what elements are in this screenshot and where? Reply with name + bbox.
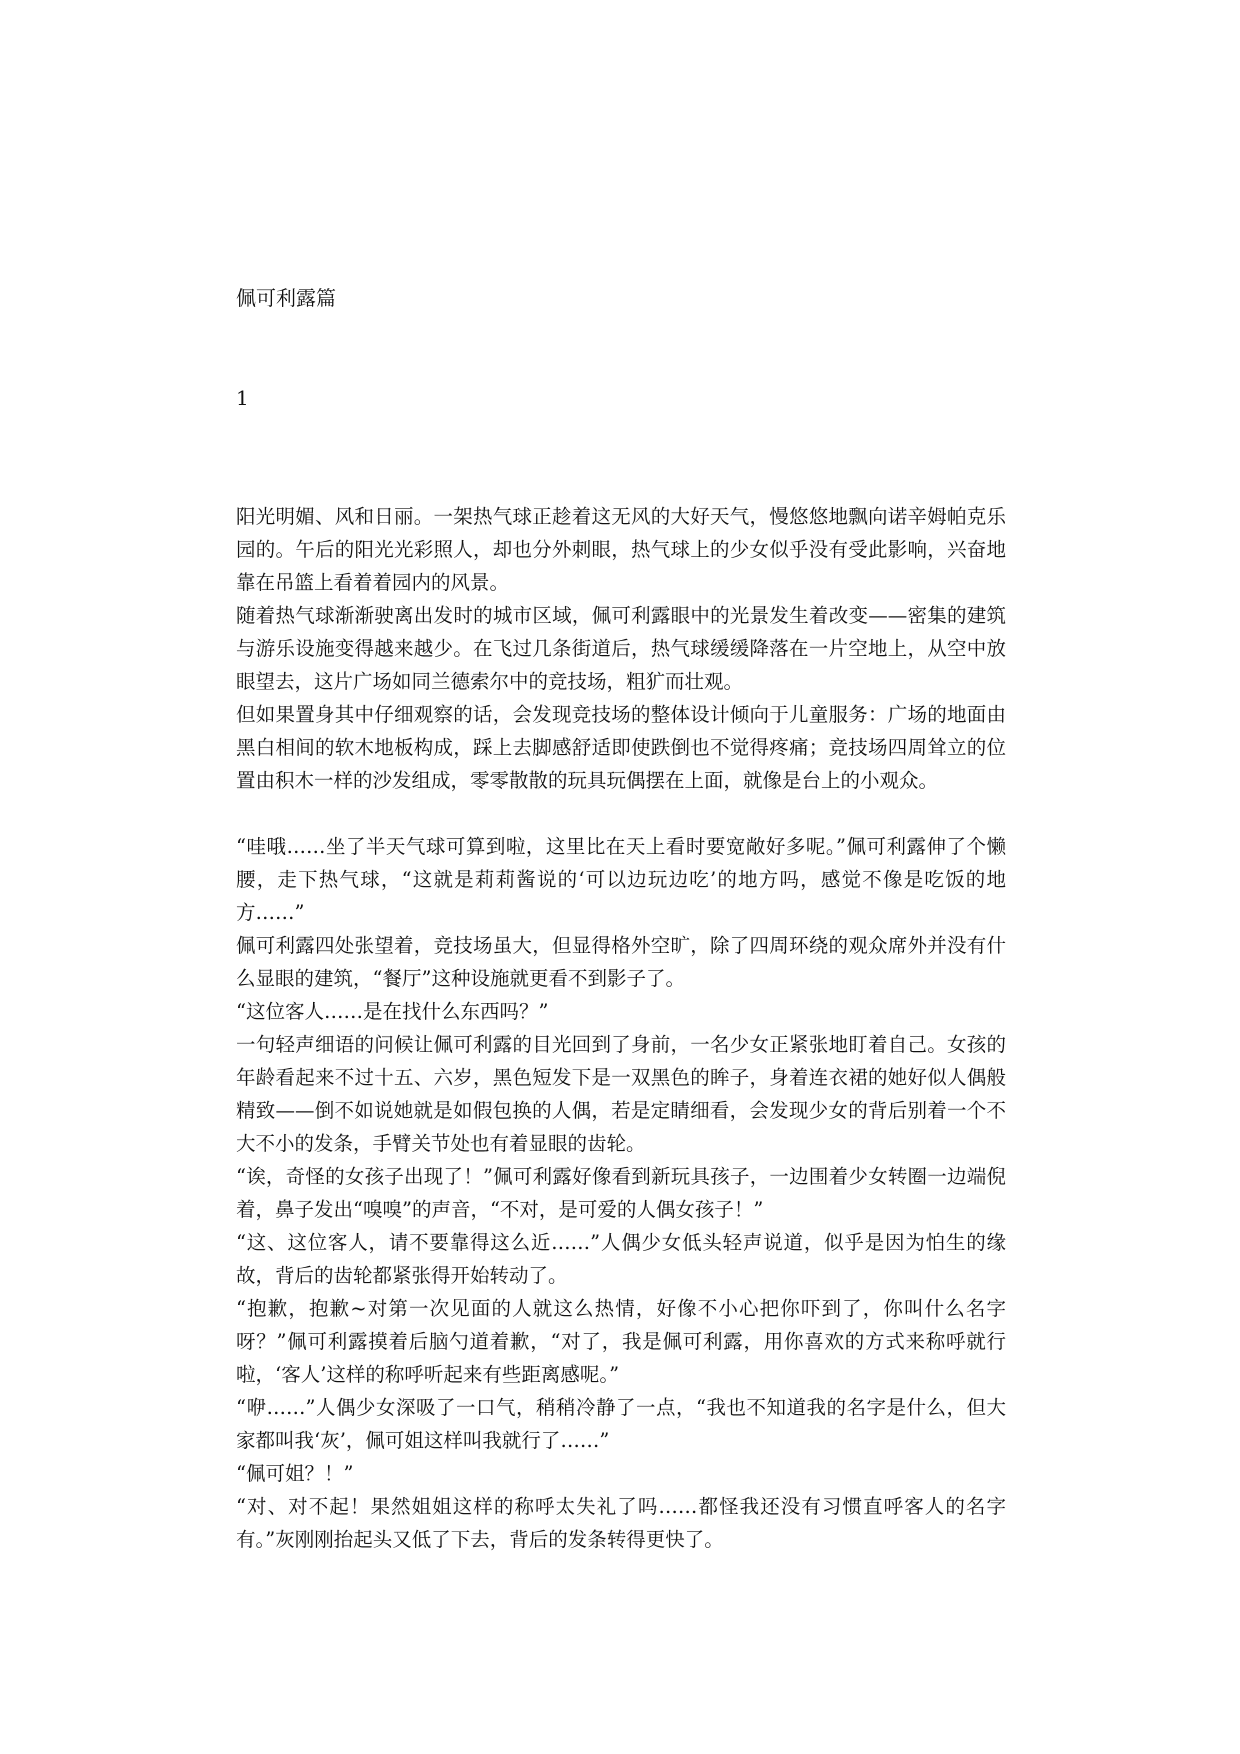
paragraph: 随着热气球渐渐驶离出发时的城市区域，佩可利露眼中的光景发生着改变——密集的建筑与游乐设施变得越来越少。在飞过几条街道后，热气球缓缓降落在一片空地上，从空中放眼望去，这片广场如同兰德索尔中的竞技场，粗犷而壮观。: [236, 604, 1006, 693]
paragraph: 佩可利露四处张望着，竞技场虽大，但显得格外空旷，除了四周环绕的观众席外并没有什么显眼的建筑，“餐厅”这种设施就更看不到影子了。: [236, 934, 1006, 990]
paragraph: “这位客人……是在找什么东西吗？”: [236, 1000, 549, 1023]
section-1: [236, 500, 1006, 797]
document-title: 佩可利露篇: [236, 286, 336, 310]
paragraph: “诶，奇怪的女孩子出现了！”佩可利露好像看到新玩具孩子，一边围着少女转圈一边端倪着，鼻子发出“嗅嗅”的声音，“不对，是可爱的人偶女孩子！”: [236, 1165, 1006, 1221]
paragraph: “哇哦……坐了半天气球可算到啦，这里比在天上看时要宽敞好多呢。”佩可利露伸了个懒腰，走下热气球，“这就是莉莉酱说的‘可以边玩边吃’的地方吗，感觉不像是吃饭的地方……”: [236, 835, 1006, 924]
paragraph: “抱歉，抱歉~对第一次见面的人就这么热情，好像不小心把你吓到了，你叫什么名字呀？”佩可利露摸着后脑勺道着歉，“对了，我是佩可利露，用你喜欢的方式来称呼就行啦，‘客人’这样的称呼听起来有些距离感呢。”: [236, 1297, 1006, 1386]
paragraph: “对、对不起！果然姐姐这样的称呼太失礼了吗……都怪我还没有习惯直呼客人的名字有。”灰刚刚抬起头又低了下去，背后的发条转得更快了。: [236, 1495, 1006, 1551]
paragraph: 阳光明媚、风和日丽。一架热气球正趁着这无风的大好天气，慢悠悠地飘向诺辛姆帕克乐园的。午后的阳光光彩照人，却也分外刺眼，热气球上的少女似乎没有受此影响，兴奋地靠在吊篮上看着着园内的风景。: [236, 505, 1006, 594]
paragraph: “咿……”人偶少女深吸了一口气，稍稍冷静了一点，“我也不知道我的名字是什么，但大家都叫我‘灰’，佩可姐这样叫我就行了……”: [236, 1396, 1006, 1452]
paragraph: 但如果置身其中仔细观察的话，会发现竞技场的整体设计倾向于儿童服务：广场的地面由黑白相间的软木地板构成，踩上去脚感舒适即使跌倒也不觉得疼痛；竞技场四周耸立的位置由积木一样的沙发组成，零零散散的玩具玩偶摆在上面，就像是台上的小观众。: [236, 703, 1006, 792]
paragraph: “佩可姐？！”: [236, 1462, 354, 1485]
paragraph: “这、这位客人，请不要靠得这么近……”人偶少女低头轻声说道，似乎是因为怕生的缘故，背后的齿轮都紧张得开始转动了。: [236, 1231, 1006, 1287]
chapter-number: 1: [236, 386, 249, 410]
paragraph: 一句轻声细语的问候让佩可利露的目光回到了身前，一名少女正紧张地盯着自己。女孩的年龄看起来不过十五、六岁，黑色短发下是一双黑色的眸子，身着连衣裙的她好似人偶般精致——倒不如说她就是如假包换的人偶，若是定睛细看，会发现少女的背后别着一个不大不小的发条，手臂关节处也有着显眼的齿轮。: [236, 1033, 1006, 1155]
section-2: [236, 830, 1006, 1556]
